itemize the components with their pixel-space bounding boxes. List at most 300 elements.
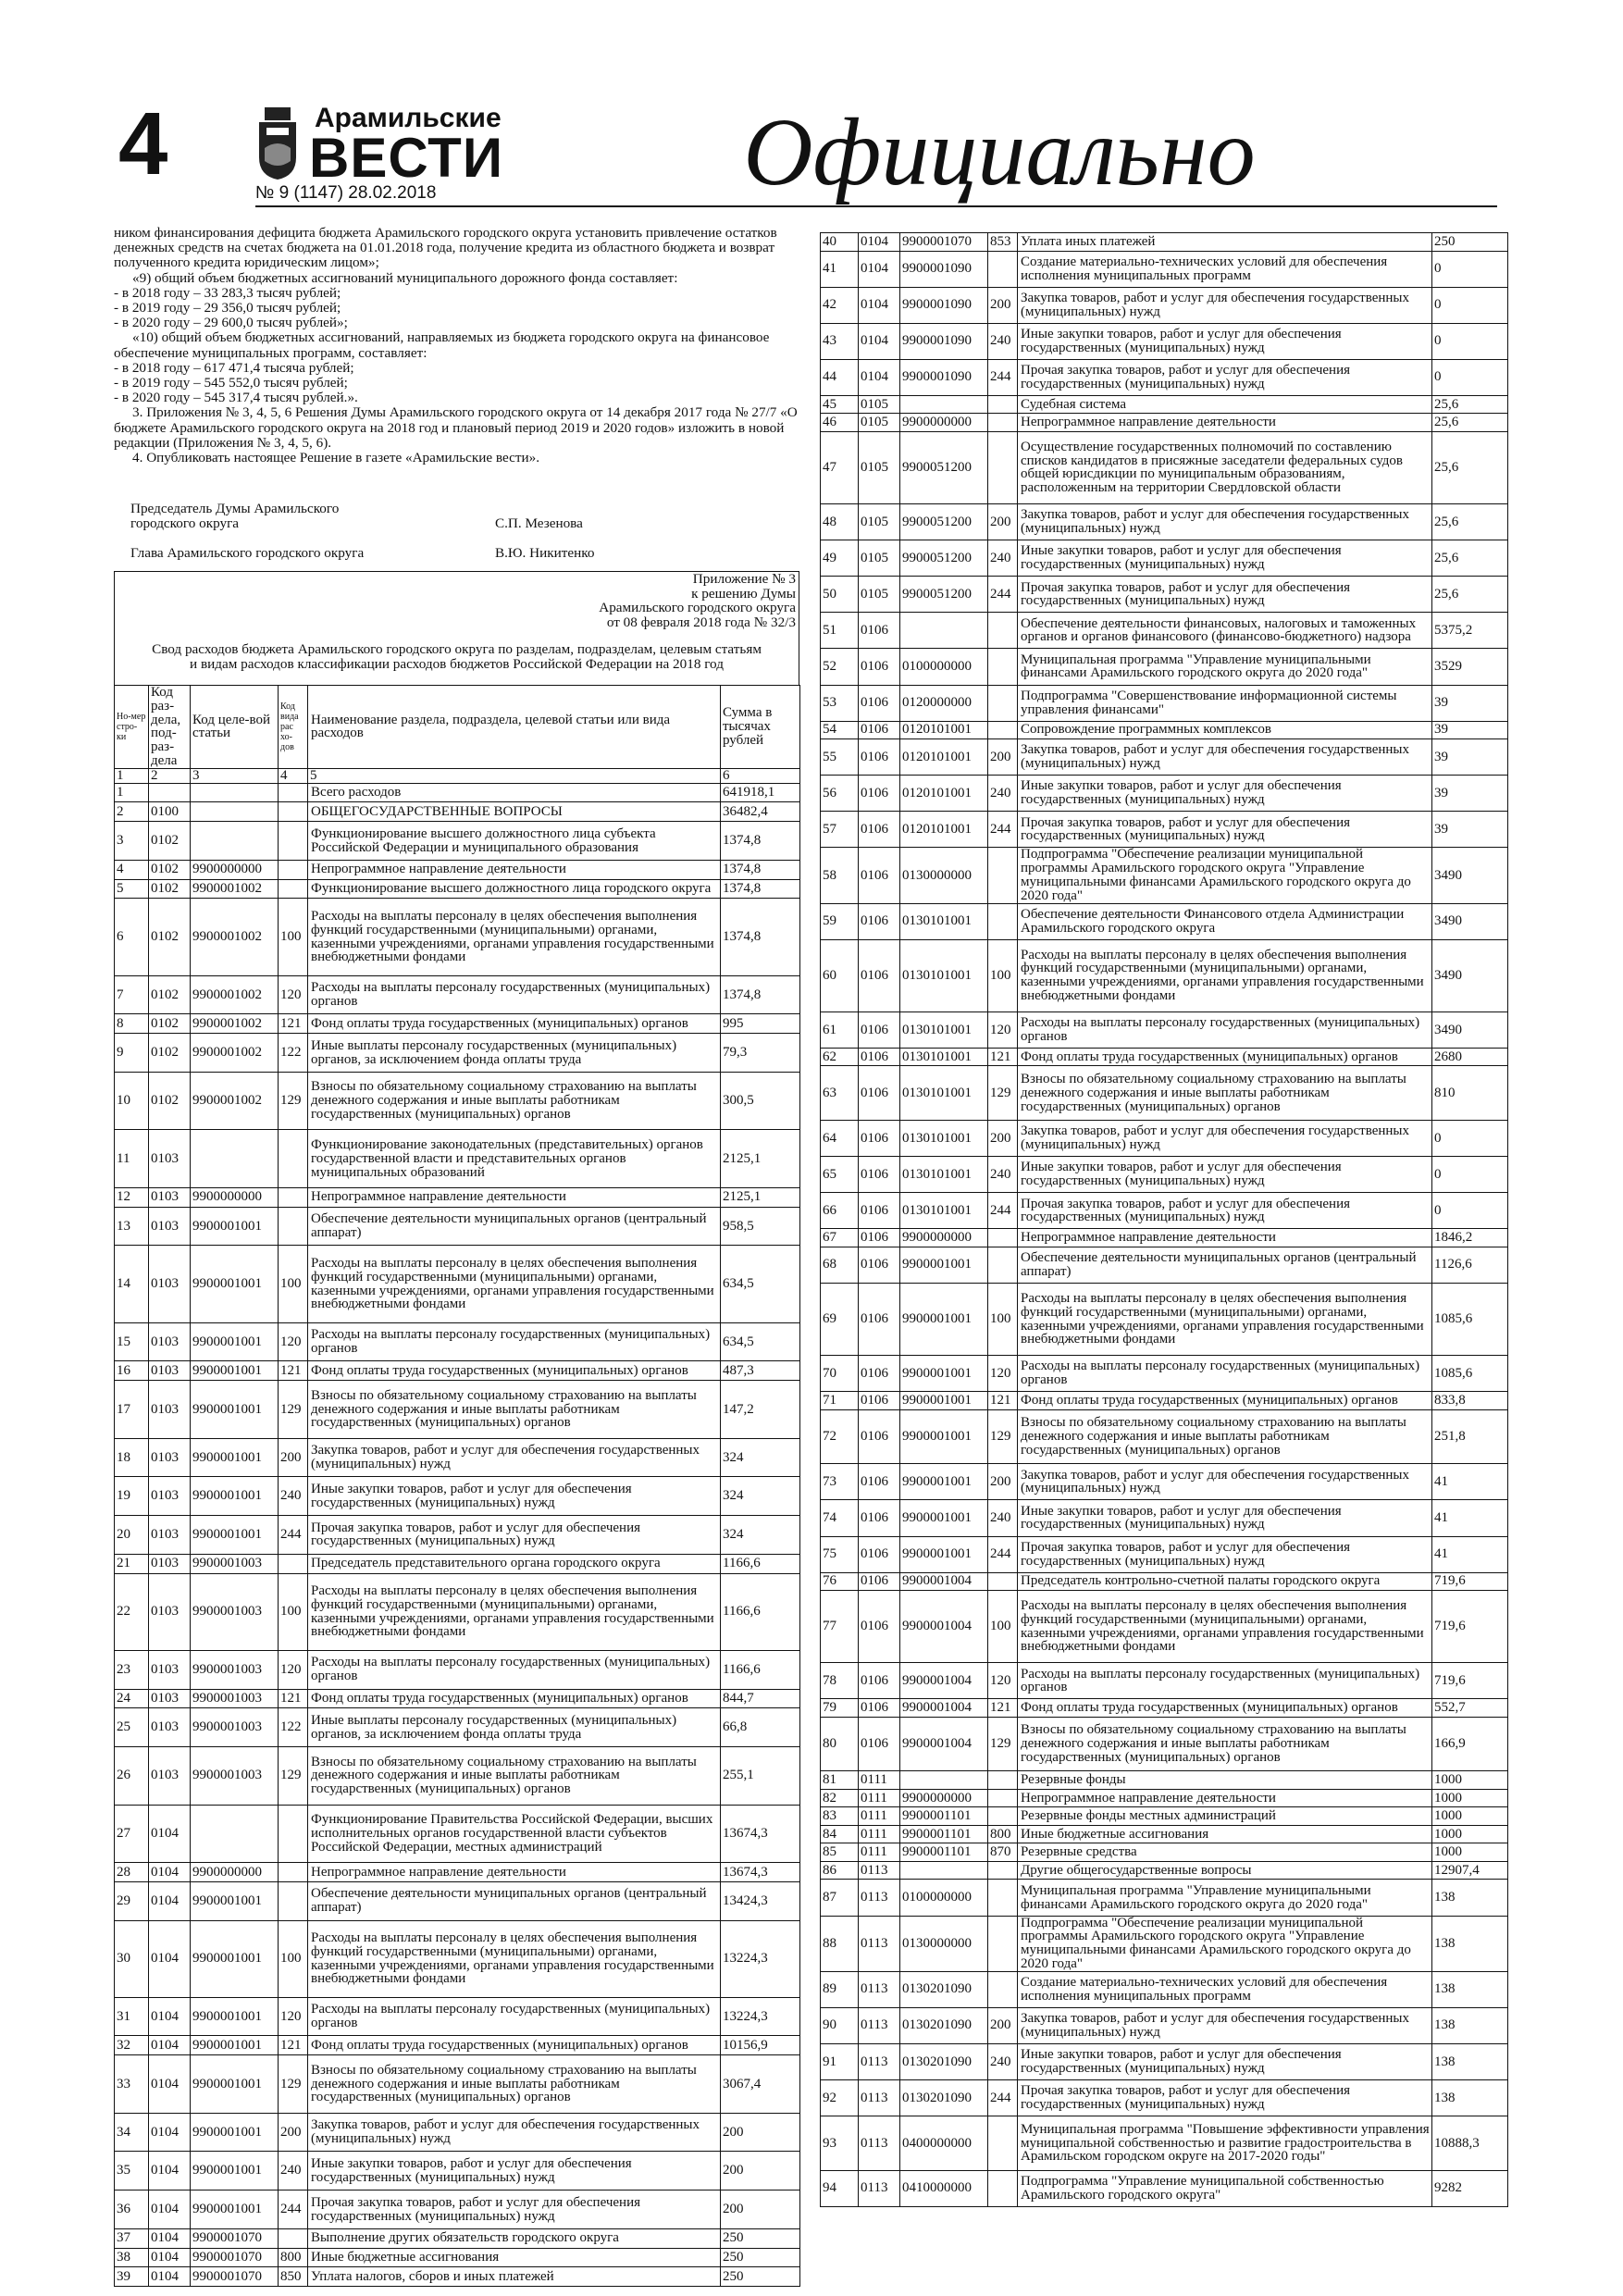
target-code: 9900000000 — [191, 1863, 279, 1882]
target-code: 9900001001 — [900, 1392, 988, 1410]
item-name: Расходы на выплаты персоналу в целях обеспечения выполнения функций государственными (муниципальными) органами, казенными учреждениями, органами управления государственными внебюджетными фондами — [1018, 939, 1432, 1011]
expense-type-code: 200 — [279, 2113, 308, 2152]
item-name: Выполнение других обязательств городского округа — [308, 2228, 721, 2248]
item-name: Подпрограмма "Совершенствование информационной системы управления финансами" — [1018, 685, 1432, 721]
target-code: 0130101001 — [900, 939, 988, 1011]
expense-type-code: 100 — [279, 1246, 308, 1322]
expense-type-code: 122 — [279, 1708, 308, 1747]
item-name: Прочая закупка товаров, работ и услуг для обеспечения государственных (муниципальных) нужд — [1018, 1536, 1432, 1572]
target-code: 0130000000 — [900, 848, 988, 903]
section-code: 0104 — [149, 1920, 191, 1997]
item-name: Непрограммное направление деятельности — [1018, 1789, 1432, 1807]
amount: 36482,4 — [721, 802, 800, 822]
target-code: 9900001001 — [191, 1361, 279, 1381]
row-number: 60 — [821, 939, 859, 1011]
table-row — [821, 2116, 1508, 2171]
amount: 250 — [721, 2248, 800, 2267]
section-code: 0103 — [149, 1246, 191, 1322]
expense-type-code: 121 — [279, 1689, 308, 1708]
section-code: 0105 — [859, 504, 900, 540]
target-code: 0120101001 — [900, 776, 988, 812]
section-code: 0103 — [149, 1477, 191, 1516]
section-code: 0106 — [859, 1229, 900, 1247]
target-code: 9900001001 — [191, 1322, 279, 1361]
row-number: 27 — [115, 1805, 149, 1863]
row-number: 93 — [821, 2116, 859, 2171]
amount: 0 — [1432, 359, 1508, 395]
row-number: 41 — [821, 251, 859, 287]
appendix-line: от 08 февраля 2018 года № 32/3 — [606, 614, 796, 630]
row-number: 2 — [115, 802, 149, 822]
table-row — [115, 1920, 800, 1997]
item-name: Закупка товаров, работ и услуг для обеспечения государственных (муниципальных) нужд — [1018, 1464, 1432, 1500]
amount: 1085,6 — [1432, 1356, 1508, 1392]
row-number: 66 — [821, 1193, 859, 1229]
section-code: 0102 — [149, 975, 191, 1014]
row-number: 79 — [821, 1699, 859, 1718]
target-code: 0100000000 — [900, 1880, 988, 1916]
item-name: Резервные фонды — [1018, 1771, 1432, 1790]
target-code: 0130201090 — [900, 1971, 988, 2007]
amount: 25,6 — [1432, 414, 1508, 432]
expense-type-code: 129 — [279, 1747, 308, 1806]
row-number: 22 — [115, 1573, 149, 1650]
section-code: 0113 — [859, 2116, 900, 2171]
table-row — [821, 431, 1508, 503]
amount: 138 — [1432, 1971, 1508, 2007]
row-number: 28 — [115, 1863, 149, 1882]
intro-paragraph: «10) общий объем бюджетных ассигнований, направляемых из бюджета городского округа на финансовое обеспечение муниципальных программ, составляет: — [114, 329, 770, 361]
target-code: 9900001001 — [191, 1246, 279, 1322]
table-column-numbers — [115, 768, 800, 783]
item-name: Прочая закупка товаров, работ и услуг для обеспечения государственных (муниципальных) нужд — [1018, 359, 1432, 395]
row-number: 47 — [821, 431, 859, 503]
expense-type-code — [988, 1880, 1018, 1916]
section-code: 0106 — [859, 1591, 900, 1663]
row-number: 56 — [821, 776, 859, 812]
expense-type-code: 240 — [988, 2043, 1018, 2079]
expense-type-code: 100 — [988, 1591, 1018, 1663]
target-code: 9900001090 — [900, 287, 988, 323]
row-number: 10 — [115, 1072, 149, 1130]
row-number: 77 — [821, 1591, 859, 1663]
amount: 1166,6 — [721, 1573, 800, 1650]
row-number: 83 — [821, 1807, 859, 1826]
item-name: Закупка товаров, работ и услуг для обеспечения государственных (муниципальных) нужд — [1018, 504, 1432, 540]
row-number: 82 — [821, 1789, 859, 1807]
target-code: 9900001001 — [900, 1356, 988, 1392]
item-name: Муниципальная программа "Управление муниципальными финансами Арамильского городского округа до 2020 года" — [1018, 649, 1432, 685]
section-code: 0106 — [859, 1283, 900, 1355]
expense-type-code: 121 — [988, 1392, 1018, 1410]
target-code: 9900001101 — [900, 1807, 988, 1826]
row-number: 81 — [821, 1771, 859, 1790]
target-code: 9900001003 — [191, 1708, 279, 1747]
section-code: 0106 — [859, 1572, 900, 1591]
target-code — [191, 1805, 279, 1863]
section-code: 0103 — [149, 1554, 191, 1573]
amount: 1000 — [1432, 1825, 1508, 1843]
amount: 300,5 — [721, 1072, 800, 1130]
row-number: 59 — [821, 903, 859, 939]
table-row — [821, 649, 1508, 685]
expense-type-code — [279, 879, 308, 899]
table-row — [821, 1843, 1508, 1862]
section-code: 0103 — [149, 1438, 191, 1477]
amount: 39 — [1432, 812, 1508, 848]
item-name: Резервные средства — [1018, 1843, 1432, 1862]
amount: 0 — [1432, 323, 1508, 359]
expense-type-code: 120 — [988, 1011, 1018, 1048]
row-number: 68 — [821, 1247, 859, 1283]
item-name: Председатель контрольно-счетной палаты городского округа — [1018, 1572, 1432, 1591]
amount: 200 — [721, 2191, 800, 2229]
item-name: Сопровождение программных комплексов — [1018, 721, 1432, 739]
table-row — [821, 1699, 1508, 1718]
target-code: 9900001004 — [900, 1591, 988, 1663]
amount: 3067,4 — [721, 2055, 800, 2114]
expense-type-code: 121 — [988, 1699, 1018, 1718]
table-row — [821, 233, 1508, 252]
section-code — [149, 783, 191, 802]
section-code: 0106 — [859, 1157, 900, 1193]
target-code: 9900001004 — [900, 1663, 988, 1699]
row-number: 55 — [821, 739, 859, 776]
expense-type-code: 244 — [988, 2080, 1018, 2116]
expense-type-code: 122 — [279, 1034, 308, 1073]
table-row — [115, 2228, 800, 2248]
item-name: Расходы на выплаты персоналу государственных (муниципальных) органов — [308, 1650, 721, 1689]
row-number: 44 — [821, 359, 859, 395]
table-row — [821, 1229, 1508, 1247]
row-number: 64 — [821, 1121, 859, 1157]
target-code: 9900001101 — [900, 1843, 988, 1862]
row-number: 65 — [821, 1157, 859, 1193]
item-name: Обеспечение деятельности муниципальных органов (центральный аппарат) — [1018, 1247, 1432, 1283]
table-row — [821, 1356, 1508, 1392]
expense-type-code — [279, 1130, 308, 1188]
item-name: Закупка товаров, работ и услуг для обеспечения государственных (муниципальных) нужд — [1018, 739, 1432, 776]
row-number: 52 — [821, 649, 859, 685]
expense-type-code: 129 — [988, 1717, 1018, 1771]
amount: 9282 — [1432, 2170, 1508, 2206]
section-code: 0103 — [149, 1689, 191, 1708]
logo-top-text: Арамильские — [315, 103, 502, 133]
section-code: 0105 — [859, 431, 900, 503]
section-code: 0103 — [149, 1322, 191, 1361]
expense-type-code: 240 — [279, 1477, 308, 1516]
table-row — [115, 1381, 800, 1439]
row-number: 80 — [821, 1717, 859, 1771]
expense-type-code — [988, 1572, 1018, 1591]
target-code: 9900001001 — [900, 1247, 988, 1283]
amount: 251,8 — [1432, 1409, 1508, 1464]
item-name: Муниципальная программа "Повышение эффективности управления муниципальной собственностью и развитие градостроительства в Арамильском городском округе на 2017-2020 годы" — [1018, 2116, 1432, 2171]
item-name: Взносы по обязательному социальному страхованию на выплаты денежного содержания и иные выплаты работникам государственных (муниципальных) органов — [308, 1747, 721, 1806]
target-code — [191, 783, 279, 802]
expense-type-code: 100 — [988, 939, 1018, 1011]
section-code: 0106 — [859, 1663, 900, 1699]
item-name: Закупка товаров, работ и услуг для обеспечения государственных (муниципальных) нужд — [308, 1438, 721, 1477]
section-code: 0106 — [859, 1121, 900, 1157]
section-code: 0104 — [149, 2055, 191, 2114]
section-code: 0106 — [859, 1356, 900, 1392]
expense-type-code — [279, 1554, 308, 1573]
target-code — [900, 395, 988, 414]
amount: 1374,8 — [721, 879, 800, 899]
row-number: 38 — [115, 2248, 149, 2267]
table-row — [821, 395, 1508, 414]
expense-type-code: 240 — [988, 1500, 1018, 1536]
target-code: 9900001004 — [900, 1699, 988, 1718]
expense-type-code: 129 — [988, 1409, 1018, 1464]
expense-type-code — [279, 822, 308, 861]
amount: 0 — [1432, 1121, 1508, 1157]
target-code: 0130201090 — [900, 2043, 988, 2079]
expense-type-code — [279, 2228, 308, 2248]
item-name: ОБЩЕГОСУДАРСТВЕННЫЕ ВОПРОСЫ — [308, 802, 721, 822]
target-code: 0130201090 — [900, 2007, 988, 2043]
target-code: 9900051200 — [900, 504, 988, 540]
amount: 634,5 — [721, 1246, 800, 1322]
expense-type-code: 244 — [279, 2191, 308, 2229]
target-code: 9900001002 — [191, 1014, 279, 1034]
table-row — [115, 975, 800, 1014]
expense-type-code: 200 — [988, 1121, 1018, 1157]
item-name: Взносы по обязательному социальному страхованию на выплаты денежного содержания и иные выплаты работникам государственных (муниципальных) органов — [1018, 1409, 1432, 1464]
expense-type-code — [988, 848, 1018, 903]
signature-row — [114, 489, 799, 531]
row-number: 62 — [821, 1048, 859, 1066]
amount: 138 — [1432, 1916, 1508, 1971]
item-name: Прочая закупка товаров, работ и услуг для обеспечения государственных (муниципальных) нужд — [1018, 812, 1432, 848]
item-name: Функционирование высшего должностного лица городского округа — [308, 879, 721, 899]
target-code: 9900001001 — [191, 2113, 279, 2152]
table-row — [115, 1863, 800, 1882]
table-row — [821, 812, 1508, 848]
expense-type-code: 244 — [988, 1193, 1018, 1229]
table-row — [115, 1130, 800, 1188]
amount: 634,5 — [721, 1322, 800, 1361]
expense-type-code: 129 — [988, 1066, 1018, 1121]
row-number: 67 — [821, 1229, 859, 1247]
amount: 138 — [1432, 2080, 1508, 2116]
section-code: 0106 — [859, 1500, 900, 1536]
target-code: 9900001002 — [191, 1034, 279, 1073]
amount: 200 — [721, 2152, 800, 2191]
section-code: 0106 — [859, 939, 900, 1011]
target-code: 0120101001 — [900, 739, 988, 776]
amount: 958,5 — [721, 1207, 800, 1246]
row-number: 23 — [115, 1650, 149, 1689]
row-number: 86 — [821, 1861, 859, 1880]
expense-type-code: 240 — [988, 540, 1018, 577]
amount: 79,3 — [721, 1034, 800, 1073]
row-number: 34 — [115, 2113, 149, 2152]
section-code: 0104 — [149, 1805, 191, 1863]
intro-paragraph: - в 2018 году – 617 471,4 тысяча рублей; — [114, 359, 354, 376]
table-row — [115, 1034, 800, 1073]
amount: 641918,1 — [721, 783, 800, 802]
expense-type-code — [279, 1881, 308, 1920]
table-row — [821, 1807, 1508, 1826]
section-code: 0113 — [859, 1880, 900, 1916]
row-number: 20 — [115, 1516, 149, 1555]
table-row — [821, 1193, 1508, 1229]
expense-type-code: 200 — [988, 287, 1018, 323]
target-code: 0120000000 — [900, 685, 988, 721]
table-row — [821, 1011, 1508, 1048]
amount: 1000 — [1432, 1807, 1508, 1826]
amount: 810 — [1432, 1066, 1508, 1121]
expense-type-code: 129 — [279, 1381, 308, 1439]
expense-type-code: 244 — [988, 359, 1018, 395]
item-name: Закупка товаров, работ и услуг для обеспечения государственных (муниципальных) нужд — [1018, 287, 1432, 323]
row-number: 49 — [821, 540, 859, 577]
target-code: 9900001001 — [900, 1500, 988, 1536]
table-row — [821, 1663, 1508, 1699]
table-row — [821, 2080, 1508, 2116]
issue-number: № 9 (1147) 28.02.2018 — [255, 183, 437, 203]
section-code: 0106 — [859, 721, 900, 739]
table-row — [115, 1554, 800, 1573]
target-code: 0120101001 — [900, 721, 988, 739]
target-code: 9900001001 — [900, 1536, 988, 1572]
amount: 39 — [1432, 721, 1508, 739]
amount: 250 — [1432, 233, 1508, 252]
item-name: Иные закупки товаров, работ и услуг для обеспечения государственных (муниципальных) нужд — [1018, 323, 1432, 359]
table-row — [821, 1572, 1508, 1591]
item-name: Взносы по обязательному социальному страхованию на выплаты денежного содержания и иные выплаты работникам государственных (муниципальных) органов — [1018, 1066, 1432, 1121]
target-code: 9900001003 — [191, 1554, 279, 1573]
expense-type-code — [988, 395, 1018, 414]
table-row — [821, 251, 1508, 287]
table-row — [115, 2055, 800, 2114]
table-row — [115, 2113, 800, 2152]
section-code: 0103 — [149, 1573, 191, 1650]
table-row — [115, 1477, 800, 1516]
appendix-line: к решению Думы — [691, 585, 796, 602]
item-name: Расходы на выплаты персоналу в целях обеспечения выполнения функций государственными (муниципальными) органами, казенными учреждениями, органами управления государственными внебюджетными фондами — [308, 1246, 721, 1322]
section-code: 0106 — [859, 776, 900, 812]
expense-type-code — [279, 1187, 308, 1207]
amount: 25,6 — [1432, 395, 1508, 414]
row-number: 61 — [821, 1011, 859, 1048]
intro-paragraph: - в 2020 году – 29 600,0 тысяч рублей»; — [114, 315, 348, 331]
appendix-header — [114, 571, 799, 685]
table-row — [115, 1650, 800, 1689]
amount: 1374,8 — [721, 975, 800, 1014]
item-name: Создание материально-технических условий для обеспечения исполнения муниципальных программ — [1018, 251, 1432, 287]
section-code: 0106 — [859, 1392, 900, 1410]
row-number: 17 — [115, 1381, 149, 1439]
expense-type-code: 121 — [279, 2036, 308, 2055]
item-name: Непрограммное направление деятельности — [308, 1187, 721, 1207]
table-row — [821, 1392, 1508, 1410]
item-name: Иные закупки товаров, работ и услуг для обеспечения государственных (муниципальных) нужд — [1018, 1500, 1432, 1536]
expense-type-code — [988, 2116, 1018, 2171]
signatures-block — [114, 489, 799, 561]
column-number: 4 — [279, 768, 308, 783]
target-code: 9900000000 — [191, 860, 279, 879]
target-code: 9900001001 — [900, 1464, 988, 1500]
expense-type-code — [988, 1916, 1018, 1971]
section-code: 0106 — [859, 1247, 900, 1283]
section-code: 0104 — [149, 2036, 191, 2055]
item-name: Расходы на выплаты персоналу в целях обеспечения выполнения функций государственными (муниципальными) органами, казенными учреждениями, органами управления государственными внебюджетными фондами — [308, 899, 721, 975]
table-row — [821, 776, 1508, 812]
row-number: 14 — [115, 1246, 149, 1322]
amount: 138 — [1432, 2007, 1508, 2043]
expense-type-code: 240 — [279, 2152, 308, 2191]
item-name: Фонд оплаты труда государственных (муниципальных) органов — [308, 1361, 721, 1381]
amount: 13224,3 — [721, 1920, 800, 1997]
table-row — [821, 1464, 1508, 1500]
expense-type-code: 200 — [988, 739, 1018, 776]
target-code: 0400000000 — [900, 2116, 988, 2171]
expense-type-code: 850 — [279, 2267, 308, 2287]
item-name: Обеспечение деятельности муниципальных органов (центральный аппарат) — [308, 1881, 721, 1920]
item-name: Иные выплаты персоналу государственных (муниципальных) органов, за исключением фонда оплаты труда — [308, 1708, 721, 1747]
row-number: 92 — [821, 2080, 859, 2116]
row-number: 1 — [115, 783, 149, 802]
target-code: 9900000000 — [191, 1187, 279, 1207]
item-name: Создание материально-технических условий для обеспечения исполнения муниципальных программ — [1018, 1971, 1432, 2007]
table-row — [821, 1789, 1508, 1807]
section-code: 0113 — [859, 2043, 900, 2079]
row-number: 16 — [115, 1361, 149, 1381]
signature-name: С.П. Мезенова — [495, 515, 583, 531]
section-code: 0106 — [859, 1193, 900, 1229]
row-number: 18 — [115, 1438, 149, 1477]
logo-main-text: ВЕСТИ — [309, 127, 503, 189]
target-code: 9900001001 — [191, 2191, 279, 2229]
table-row — [821, 1771, 1508, 1790]
section-code: 0106 — [859, 613, 900, 649]
row-number: 72 — [821, 1409, 859, 1464]
table-row — [821, 540, 1508, 577]
table-row — [115, 1881, 800, 1920]
table-row — [821, 1536, 1508, 1572]
expense-type-code — [279, 860, 308, 879]
target-code: 9900001003 — [191, 1689, 279, 1708]
item-name: Расходы на выплаты персоналу в целях обеспечения выполнения функций государственными (муниципальными) органами, казенными учреждениями, органами управления государственными внебюджетными фондами — [1018, 1591, 1432, 1663]
target-code: 9900051200 — [900, 540, 988, 577]
section-code: 0104 — [149, 2191, 191, 2229]
section-code: 0106 — [859, 649, 900, 685]
table-row — [821, 1048, 1508, 1066]
amount: 13224,3 — [721, 1997, 800, 2036]
item-name: Функционирование высшего должностного лица субъекта Российской Федерации и муниципального образования — [308, 822, 721, 861]
amount: 166,9 — [1432, 1717, 1508, 1771]
row-number: 63 — [821, 1066, 859, 1121]
signature-title: Глава Арамильского городского округа — [130, 544, 365, 561]
row-number: 32 — [115, 2036, 149, 2055]
target-code: 9900001003 — [191, 1573, 279, 1650]
section-code: 0103 — [149, 1130, 191, 1188]
col-header-section: Код раз-дела, под-раз-дела — [149, 686, 191, 769]
table-row — [821, 414, 1508, 432]
target-code: 0120101001 — [900, 812, 988, 848]
target-code: 9900001001 — [191, 1997, 279, 2036]
item-name: Фонд оплаты труда государственных (муниципальных) органов — [1018, 1048, 1432, 1066]
item-name: Расходы на выплаты персоналу государственных (муниципальных) органов — [308, 975, 721, 1014]
table-row — [115, 783, 800, 802]
table-row — [821, 359, 1508, 395]
row-number: 84 — [821, 1825, 859, 1843]
table-row — [115, 899, 800, 975]
row-number: 40 — [821, 233, 859, 252]
